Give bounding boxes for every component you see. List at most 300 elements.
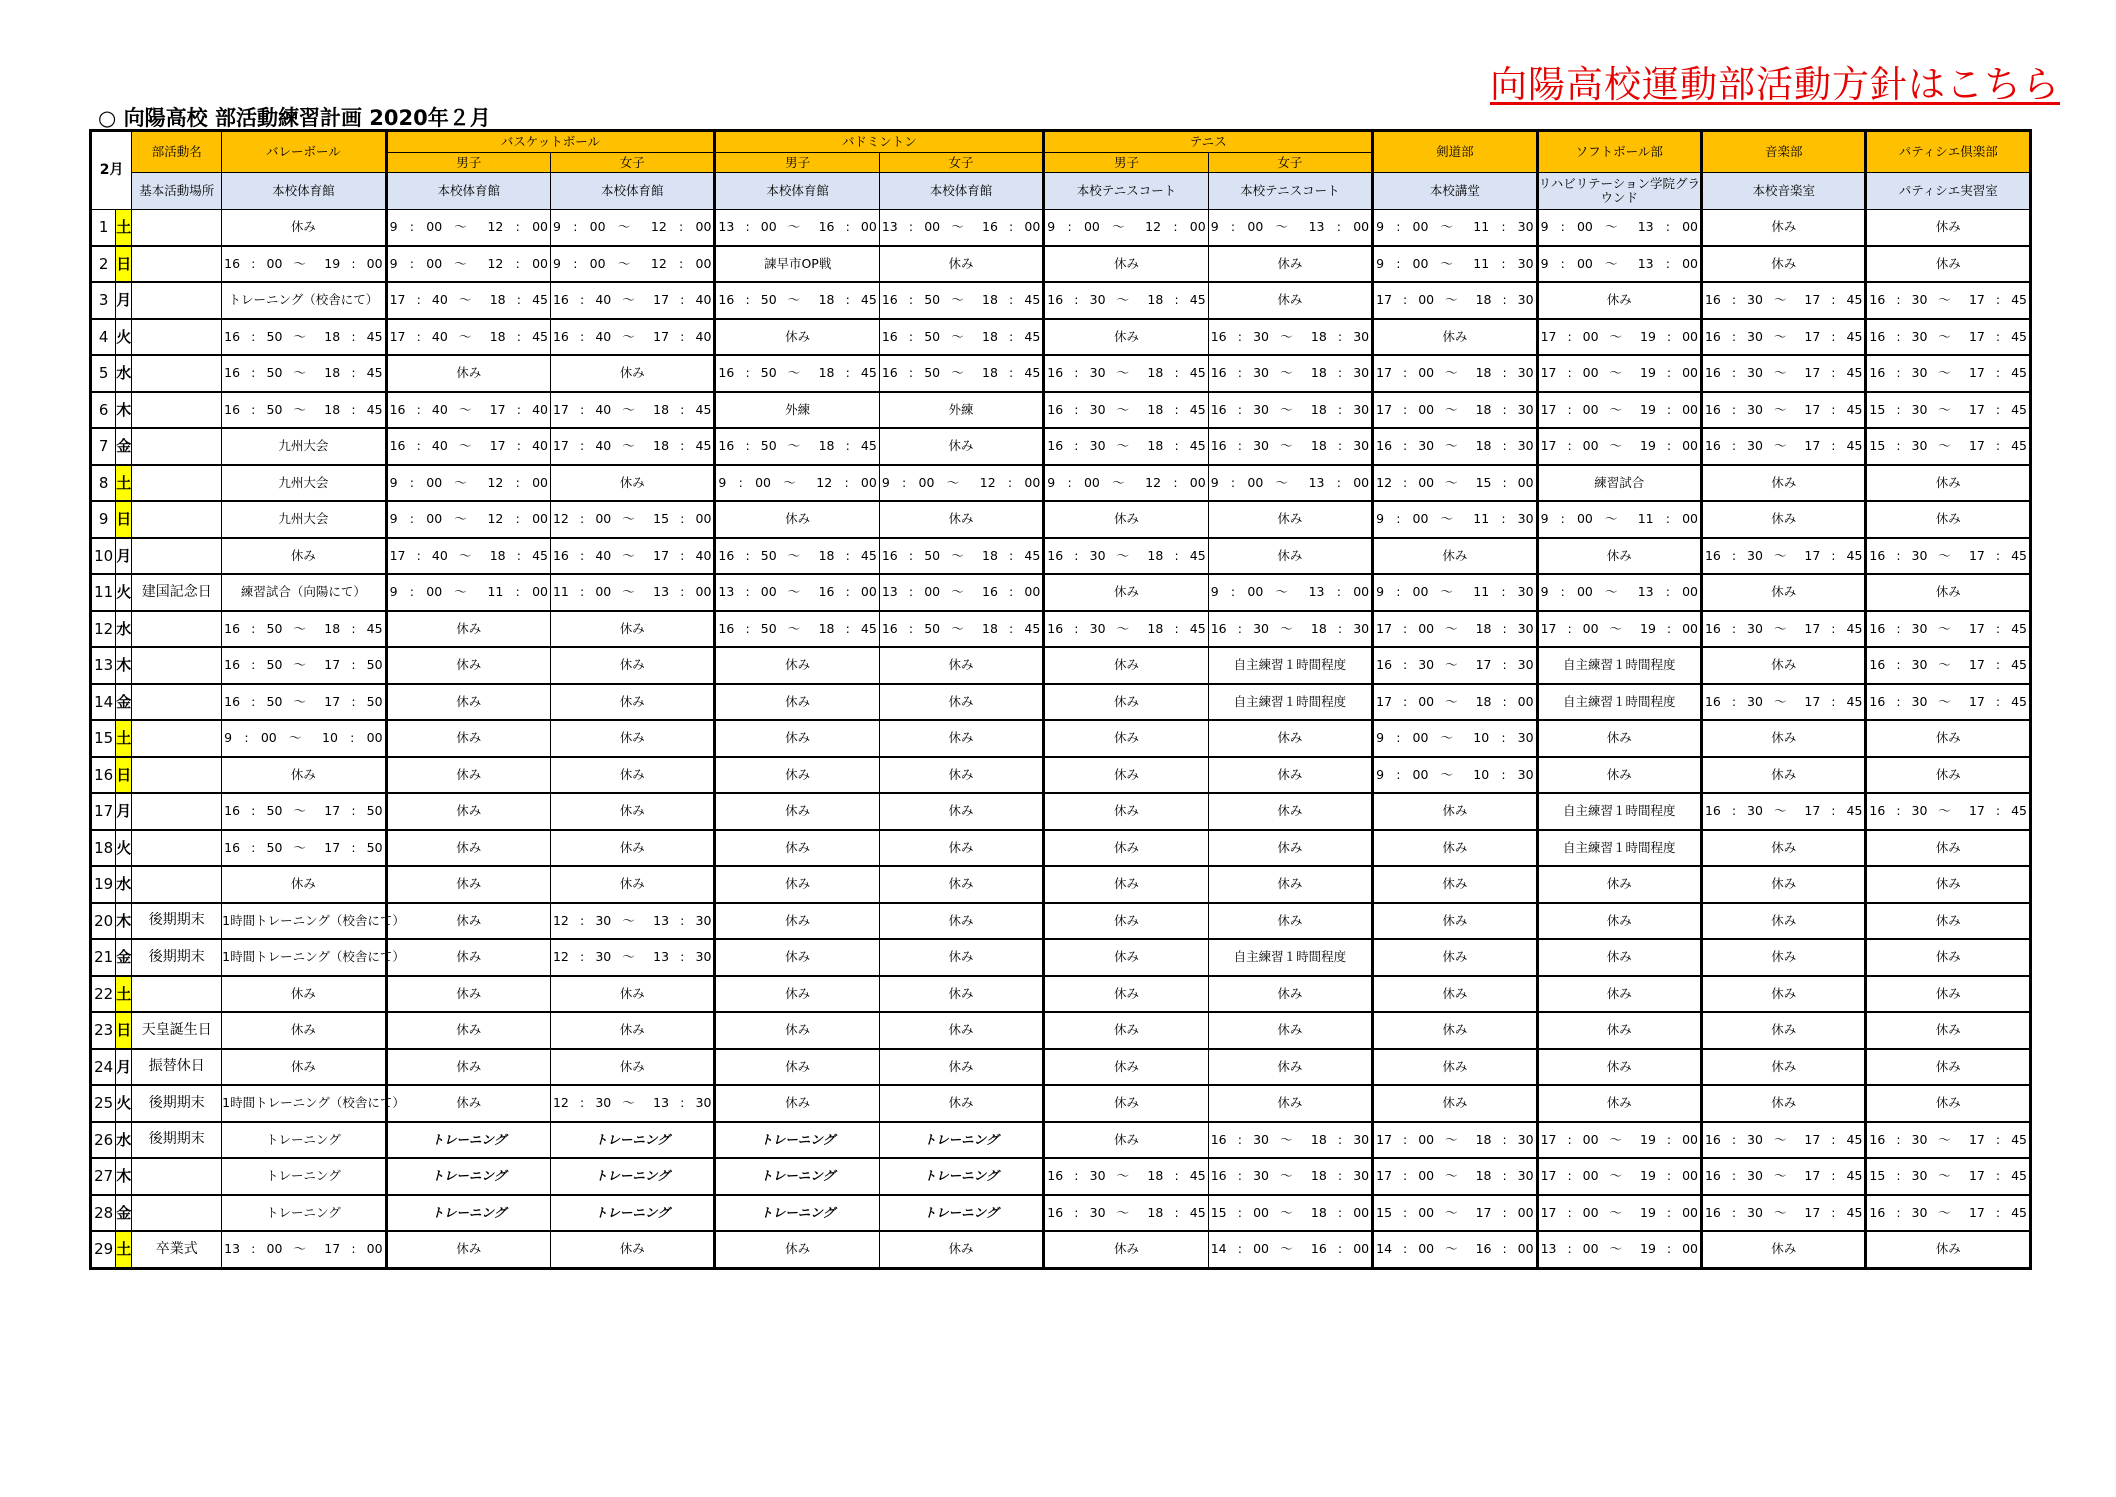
schedule-cell: 休み	[1044, 793, 1208, 830]
schedule-cell: 16 : 30 ～ 18 : 45	[1044, 1195, 1208, 1232]
schedule-cell: 11 : 00 ～ 13 : 00	[550, 574, 714, 611]
schedule-cell: 休み	[550, 1231, 714, 1268]
schedule-cell: 9 : 00 ～ 12 : 00	[386, 465, 550, 502]
schedule-cell: 17 : 00 ～ 18 : 30	[1373, 1158, 1537, 1195]
schedule-cell: 休み	[1866, 1231, 2031, 1268]
schedule-cell: 9 : 00 ～ 13 : 00	[1537, 246, 1701, 283]
day-number: 9	[91, 501, 116, 538]
schedule-row	[91, 355, 2031, 392]
weekday: 金	[116, 939, 132, 976]
schedule-cell: 16 : 30 ～ 18 : 45	[1044, 392, 1208, 429]
schedule-cell: 15 : 30 ～ 17 : 45	[1866, 428, 2031, 465]
schedule-cell: 休み	[1208, 757, 1372, 794]
day-number: 13	[91, 647, 116, 684]
schedule-cell: 休み	[1208, 1085, 1372, 1122]
schedule-cell: トレーニング	[550, 1122, 714, 1159]
schedule-cell: 16 : 50 ～ 18 : 45	[879, 538, 1043, 575]
day-number: 11	[91, 574, 116, 611]
schedule-cell: 9 : 00 ～ 10 : 30	[1373, 720, 1537, 757]
schedule-cell: 休み	[1373, 939, 1537, 976]
schedule-cell: 休み	[1208, 1012, 1372, 1049]
schedule-cell: 休み	[222, 866, 386, 903]
venue-cell: 本校講堂	[1373, 173, 1537, 210]
weekday: 水	[116, 1122, 132, 1159]
schedule-cell: 休み	[386, 830, 550, 867]
schedule-cell: 16 : 30 ～ 17 : 45	[1701, 611, 1865, 648]
schedule-cell: 休み	[1208, 866, 1372, 903]
schedule-cell: 9 : 00 ～ 13 : 00	[1537, 210, 1701, 246]
schedule-cell: 外練	[715, 392, 879, 429]
schedule-cell: 13 : 00 ～ 16 : 00	[715, 574, 879, 611]
schedule-cell: 9 : 00 ～ 12 : 00	[386, 501, 550, 538]
schedule-cell: 休み	[1866, 465, 2031, 502]
day-number: 10	[91, 538, 116, 575]
schedule-cell: 13 : 00 ～ 19 : 00	[1537, 1231, 1701, 1268]
schedule-cell: 9 : 00 ～ 10 : 00	[222, 720, 386, 757]
schedule-cell: 17 : 00 ～ 19 : 00	[1537, 1122, 1701, 1159]
weekday: 金	[116, 684, 132, 721]
schedule-cell: 16 : 30 ～ 17 : 45	[1866, 684, 2031, 721]
schedule-cell: 休み	[1701, 246, 1865, 283]
schedule-cell: 16 : 50 ～ 18 : 45	[222, 355, 386, 392]
schedule-cell: 12 : 30 ～ 13 : 30	[550, 939, 714, 976]
schedule-row	[91, 720, 2031, 757]
schedule-cell: 休み	[1208, 1049, 1372, 1086]
weekday: 月	[116, 793, 132, 830]
schedule-cell: 17 : 00 ～ 19 : 00	[1537, 611, 1701, 648]
schedule-cell: 休み	[1866, 720, 2031, 757]
day-note	[132, 538, 222, 575]
schedule-cell: 9 : 00 ～ 12 : 00	[386, 246, 550, 283]
club-header-row	[91, 131, 2031, 153]
schedule-row	[91, 210, 2031, 246]
club-kendo: 剣道部	[1373, 131, 1537, 173]
day-note	[132, 246, 222, 283]
schedule-cell: 休み	[1701, 903, 1865, 940]
weekday: 木	[116, 903, 132, 940]
schedule-cell: 休み	[1701, 976, 1865, 1013]
schedule-cell: 休み	[550, 355, 714, 392]
weekday: 月	[116, 1049, 132, 1086]
weekday: 土	[116, 720, 132, 757]
schedule-cell: 16 : 30 ～ 18 : 45	[1044, 538, 1208, 575]
schedule-cell: 16 : 50 ～ 18 : 45	[715, 428, 879, 465]
schedule-cell: 休み	[1373, 538, 1537, 575]
schedule-cell: 休み	[1866, 976, 2031, 1013]
day-number: 23	[91, 1012, 116, 1049]
schedule-cell: トレーニング	[550, 1195, 714, 1232]
weekday: 火	[116, 1085, 132, 1122]
schedule-row	[91, 757, 2031, 794]
weekday: 土	[116, 976, 132, 1013]
schedule-cell: 休み	[1373, 830, 1537, 867]
schedule-cell: 休み	[1373, 976, 1537, 1013]
day-number: 16	[91, 757, 116, 794]
schedule-cell: 16 : 50 ～ 17 : 50	[222, 647, 386, 684]
venue-cell: 本校テニスコート	[1044, 173, 1208, 210]
schedule-cell: 9 : 00 ～ 12 : 00	[386, 210, 550, 246]
schedule-cell: 休み	[1701, 465, 1865, 502]
schedule-cell: 16 : 30 ～ 18 : 45	[1044, 428, 1208, 465]
schedule-cell: 17 : 00 ～ 19 : 00	[1537, 319, 1701, 356]
schedule-cell: 休み	[1537, 1012, 1701, 1049]
schedule-cell: 休み	[715, 1231, 879, 1268]
schedule-row	[91, 428, 2031, 465]
schedule-cell: 休み	[222, 976, 386, 1013]
weekday: 火	[116, 830, 132, 867]
schedule-cell: 16 : 30 ～ 17 : 45	[1866, 282, 2031, 319]
weekday: 水	[116, 611, 132, 648]
day-number: 1	[91, 210, 116, 246]
schedule-cell: 休み	[386, 720, 550, 757]
schedule-cell: 休み	[1373, 793, 1537, 830]
weekday: 木	[116, 392, 132, 429]
schedule-cell: 休み	[1373, 1049, 1537, 1086]
schedule-cell: 17 : 00 ～ 19 : 00	[1537, 1195, 1701, 1232]
schedule-cell: 休み	[386, 976, 550, 1013]
venue-cell: 本校体育館	[222, 173, 386, 210]
schedule-cell: 諫早市OP戦	[715, 246, 879, 283]
schedule-cell: 9 : 00 ～ 13 : 00	[1208, 465, 1372, 502]
schedule-cell: 16 : 30 ～ 17 : 45	[1701, 1158, 1865, 1195]
schedule-cell: トレーニング	[715, 1122, 879, 1159]
schedule-cell: 休み	[1537, 282, 1701, 319]
schedule-cell: 16 : 30 ～ 17 : 45	[1701, 428, 1865, 465]
schedule-row	[91, 1012, 2031, 1049]
schedule-cell: 休み	[1537, 1085, 1701, 1122]
schedule-row	[91, 1049, 2031, 1086]
schedule-cell: 休み	[1044, 720, 1208, 757]
schedule-cell: 16 : 50 ～ 17 : 50	[222, 684, 386, 721]
schedule-cell: 休み	[879, 1085, 1043, 1122]
schedule-cell: 16 : 30 ～ 17 : 45	[1866, 355, 2031, 392]
schedule-cell: トレーニング	[715, 1195, 879, 1232]
day-number: 8	[91, 465, 116, 502]
schedule-cell: 9 : 00 ～ 11 : 00	[386, 574, 550, 611]
schedule-cell: 16 : 30 ～ 18 : 30	[1373, 428, 1537, 465]
schedule-cell: 休み	[1044, 757, 1208, 794]
schedule-cell: 16 : 50 ～ 18 : 45	[715, 538, 879, 575]
weekday: 月	[116, 282, 132, 319]
schedule-cell: 休み	[1701, 1085, 1865, 1122]
schedule-cell: 休み	[1866, 903, 2031, 940]
schedule-cell: 13 : 00 ～ 17 : 00	[222, 1231, 386, 1268]
schedule-cell: 16 : 30 ～ 17 : 45	[1866, 793, 2031, 830]
schedule-cell: 16 : 30 ～ 18 : 30	[1208, 611, 1372, 648]
schedule-cell: 9 : 00 ～ 13 : 00	[1208, 574, 1372, 611]
schedule-row	[91, 538, 2031, 575]
schedule-cell: 休み	[1044, 1049, 1208, 1086]
day-note	[132, 1158, 222, 1195]
schedule-cell: 休み	[715, 319, 879, 356]
schedule-cell: 休み	[1701, 574, 1865, 611]
schedule-cell: 16 : 30 ～ 17 : 45	[1866, 647, 2031, 684]
schedule-cell: 休み	[550, 976, 714, 1013]
schedule-cell: 休み	[1208, 538, 1372, 575]
schedule-cell: 16 : 50 ～ 18 : 45	[879, 611, 1043, 648]
day-note: 建国記念日	[132, 574, 222, 611]
tennis-male: 男子	[1044, 153, 1208, 173]
schedule-cell: 外練	[879, 392, 1043, 429]
schedule-row	[91, 793, 2031, 830]
schedule-cell: 9 : 00 ～ 12 : 00	[1044, 210, 1208, 246]
day-number: 6	[91, 392, 116, 429]
schedule-cell: 休み	[1866, 574, 2031, 611]
schedule-cell: 休み	[715, 684, 879, 721]
club-badminton: バドミントン	[715, 131, 1044, 153]
schedule-cell: 16 : 30 ～ 17 : 45	[1701, 793, 1865, 830]
practice-schedule-table	[89, 129, 2032, 1270]
schedule-cell: 休み	[1866, 757, 2031, 794]
day-note	[132, 392, 222, 429]
schedule-cell: トレーニング	[879, 1195, 1043, 1232]
venue-cell: パティシエ実習室	[1866, 173, 2031, 210]
basketball-female: 女子	[550, 153, 714, 173]
schedule-cell: 自主練習１時間程度	[1208, 647, 1372, 684]
basketball-male: 男子	[386, 153, 550, 173]
schedule-cell: 休み	[879, 684, 1043, 721]
schedule-cell: 休み	[715, 1049, 879, 1086]
weekday: 金	[116, 1195, 132, 1232]
schedule-cell: 休み	[1208, 830, 1372, 867]
schedule-cell: 休み	[879, 830, 1043, 867]
schedule-cell: 休み	[715, 1085, 879, 1122]
schedule-cell: トレーニング	[222, 1122, 386, 1159]
schedule-cell: 16 : 30 ～ 17 : 45	[1866, 538, 2031, 575]
venue-cell: リハビリテーション学院グラウンド	[1537, 173, 1701, 210]
schedule-cell: 16 : 30 ～ 18 : 45	[1044, 611, 1208, 648]
schedule-cell: 17 : 00 ～ 18 : 30	[1373, 282, 1537, 319]
day-number: 5	[91, 355, 116, 392]
schedule-cell: 17 : 00 ～ 18 : 30	[1373, 392, 1537, 429]
schedule-cell: 17 : 40 ～ 18 : 45	[386, 538, 550, 575]
schedule-cell: 16 : 30 ～ 17 : 30	[1373, 647, 1537, 684]
day-note	[132, 465, 222, 502]
schedule-cell: 休み	[1044, 976, 1208, 1013]
schedule-cell: 16 : 30 ～ 17 : 45	[1701, 1195, 1865, 1232]
schedule-cell: 休み	[1044, 830, 1208, 867]
schedule-cell: 休み	[550, 757, 714, 794]
schedule-cell: 16 : 50 ～ 17 : 50	[222, 793, 386, 830]
day-number: 4	[91, 319, 116, 356]
day-note	[132, 210, 222, 246]
schedule-cell: 17 : 40 ～ 18 : 45	[386, 319, 550, 356]
schedule-cell: 15 : 00 ～ 18 : 00	[1208, 1195, 1372, 1232]
venue-cell: 本校音楽室	[1701, 173, 1865, 210]
schedule-cell: 休み	[386, 684, 550, 721]
schedule-cell: 休み	[1044, 1231, 1208, 1268]
schedule-cell: 休み	[1537, 757, 1701, 794]
tennis-female: 女子	[1208, 153, 1372, 173]
schedule-cell: 休み	[1044, 684, 1208, 721]
schedule-cell: 休み	[879, 1049, 1043, 1086]
schedule-cell: 休み	[550, 720, 714, 757]
schedule-cell: 休み	[386, 939, 550, 976]
schedule-cell: 16 : 40 ～ 17 : 40	[386, 392, 550, 429]
schedule-cell: 休み	[1537, 903, 1701, 940]
day-number: 22	[91, 976, 116, 1013]
schedule-cell: 休み	[1044, 903, 1208, 940]
schedule-cell: 16 : 30 ～ 18 : 45	[1044, 1158, 1208, 1195]
day-note: 後期期末	[132, 903, 222, 940]
schedule-cell: 休み	[386, 355, 550, 392]
day-note	[132, 647, 222, 684]
schedule-cell: 休み	[550, 866, 714, 903]
schedule-cell: 休み	[1044, 1085, 1208, 1122]
schedule-cell: 17 : 00 ～ 19 : 00	[1537, 1158, 1701, 1195]
schedule-cell: 休み	[1373, 903, 1537, 940]
schedule-cell: 9 : 00 ～ 13 : 00	[1537, 574, 1701, 611]
schedule-cell: 休み	[715, 647, 879, 684]
day-note	[132, 720, 222, 757]
schedule-cell: 16 : 30 ～ 17 : 45	[1701, 1122, 1865, 1159]
schedule-cell: 休み	[1208, 903, 1372, 940]
day-number: 15	[91, 720, 116, 757]
schedule-cell: 自主練習１時間程度	[1537, 830, 1701, 867]
schedule-cell: 9 : 00 ～ 11 : 30	[1373, 574, 1537, 611]
schedule-cell: 1時間トレーニング（校舎にて）	[222, 903, 386, 940]
schedule-cell: 休み	[1537, 976, 1701, 1013]
schedule-cell: 休み	[222, 210, 386, 246]
schedule-cell: 14 : 00 ～ 16 : 00	[1373, 1231, 1537, 1268]
schedule-cell: 休み	[386, 903, 550, 940]
day-number: 3	[91, 282, 116, 319]
schedule-cell: 休み	[715, 939, 879, 976]
weekday: 日	[116, 501, 132, 538]
schedule-cell: 休み	[550, 1049, 714, 1086]
day-note: 後期期末	[132, 939, 222, 976]
schedule-cell: 1時間トレーニング（校舎にて）	[222, 1085, 386, 1122]
schedule-cell: 休み	[1701, 210, 1865, 246]
schedule-cell: 16 : 30 ～ 17 : 45	[1701, 392, 1865, 429]
schedule-cell: 14 : 00 ～ 16 : 00	[1208, 1231, 1372, 1268]
schedule-cell: 16 : 30 ～ 17 : 45	[1701, 282, 1865, 319]
schedule-row	[91, 246, 2031, 283]
activity-policy-link[interactable]: 向陽高校運動部活動方針はこちら	[1490, 63, 2060, 106]
schedule-cell: 16 : 30 ～ 17 : 45	[1701, 684, 1865, 721]
schedule-cell: 休み	[715, 830, 879, 867]
venue-cell: 本校体育館	[715, 173, 879, 210]
schedule-cell: 休み	[386, 1049, 550, 1086]
schedule-row	[91, 465, 2031, 502]
weekday: 土	[116, 465, 132, 502]
schedule-cell: 16 : 50 ～ 18 : 45	[222, 319, 386, 356]
schedule-cell: 休み	[222, 757, 386, 794]
schedule-cell: 練習試合（向陽にて）	[222, 574, 386, 611]
weekday: 土	[116, 1231, 132, 1268]
schedule-cell: 休み	[879, 976, 1043, 1013]
schedule-cell: 17 : 40 ～ 18 : 45	[550, 428, 714, 465]
schedule-cell: 休み	[715, 720, 879, 757]
schedule-cell: 16 : 30 ～ 18 : 30	[1208, 428, 1372, 465]
day-number: 20	[91, 903, 116, 940]
schedule-cell: 休み	[550, 830, 714, 867]
schedule-cell: 休み	[386, 647, 550, 684]
schedule-cell: 17 : 00 ～ 18 : 30	[1373, 611, 1537, 648]
schedule-cell: 休み	[222, 538, 386, 575]
schedule-cell: 休み	[1208, 976, 1372, 1013]
schedule-cell: 休み	[386, 757, 550, 794]
schedule-cell: 15 : 30 ～ 17 : 45	[1866, 1158, 2031, 1195]
schedule-cell: 休み	[550, 684, 714, 721]
schedule-cell: 16 : 30 ～ 17 : 45	[1866, 1122, 2031, 1159]
club-tennis: テニス	[1044, 131, 1373, 153]
schedule-cell: トレーニング	[386, 1195, 550, 1232]
schedule-cell: 休み	[386, 793, 550, 830]
schedule-row	[91, 939, 2031, 976]
schedule-cell: 9 : 00 ～ 12 : 00	[550, 210, 714, 246]
schedule-cell: 13 : 00 ～ 16 : 00	[879, 574, 1043, 611]
schedule-cell: 9 : 00 ～ 11 : 00	[1537, 501, 1701, 538]
weekday: 日	[116, 1012, 132, 1049]
schedule-cell: 16 : 30 ～ 17 : 45	[1701, 319, 1865, 356]
schedule-cell: 16 : 30 ～ 17 : 45	[1866, 611, 2031, 648]
schedule-cell: 9 : 00 ～ 13 : 00	[1208, 210, 1372, 246]
schedule-cell: 休み	[1701, 647, 1865, 684]
schedule-row	[91, 392, 2031, 429]
schedule-row	[91, 684, 2031, 721]
schedule-cell: 13 : 00 ～ 16 : 00	[715, 210, 879, 246]
schedule-cell: 16 : 30 ～ 18 : 30	[1208, 392, 1372, 429]
day-number: 19	[91, 866, 116, 903]
schedule-cell: 休み	[715, 757, 879, 794]
schedule-cell: 17 : 00 ～ 19 : 00	[1537, 392, 1701, 429]
schedule-cell: 休み	[1373, 866, 1537, 903]
schedule-cell: 16 : 30 ～ 17 : 45	[1866, 319, 2031, 356]
day-note: 後期期末	[132, 1085, 222, 1122]
schedule-cell: トレーニング	[715, 1158, 879, 1195]
schedule-row	[91, 319, 2031, 356]
schedule-cell: 9 : 00 ～ 10 : 30	[1373, 757, 1537, 794]
schedule-cell: 12 : 30 ～ 13 : 30	[550, 903, 714, 940]
weekday: 日	[116, 757, 132, 794]
schedule-cell: 16 : 40 ～ 17 : 40	[386, 428, 550, 465]
weekday: 木	[116, 647, 132, 684]
schedule-row	[91, 647, 2031, 684]
schedule-cell: 休み	[879, 1231, 1043, 1268]
schedule-cell: 16 : 50 ～ 18 : 45	[715, 611, 879, 648]
schedule-cell: 休み	[386, 1012, 550, 1049]
schedule-cell: 休み	[1701, 939, 1865, 976]
schedule-cell: 17 : 40 ～ 18 : 45	[386, 282, 550, 319]
schedule-cell: 休み	[1701, 866, 1865, 903]
schedule-cell: トレーニング	[550, 1158, 714, 1195]
schedule-cell: 休み	[879, 1012, 1043, 1049]
schedule-cell: 休み	[1701, 757, 1865, 794]
schedule-cell: 休み	[1537, 939, 1701, 976]
schedule-cell: 16 : 30 ～ 18 : 30	[1208, 1122, 1372, 1159]
schedule-cell: 16 : 30 ～ 18 : 30	[1208, 1158, 1372, 1195]
day-note: 天皇誕生日	[132, 1012, 222, 1049]
day-note: 後期期末	[132, 1122, 222, 1159]
schedule-cell: 休み	[1866, 501, 2031, 538]
schedule-cell: 16 : 30 ～ 18 : 30	[1208, 355, 1372, 392]
schedule-cell: 1時間トレーニング（校舎にて）	[222, 939, 386, 976]
schedule-cell: 休み	[386, 1085, 550, 1122]
weekday: 火	[116, 574, 132, 611]
day-note	[132, 830, 222, 867]
page-title: ○ 向陽高校 部活動練習計画 2020年２月	[98, 106, 491, 130]
schedule-cell: 9 : 00 ～ 12 : 00	[550, 246, 714, 283]
schedule-cell: 17 : 00 ～ 18 : 30	[1373, 355, 1537, 392]
weekday: 木	[116, 1158, 132, 1195]
schedule-cell: 16 : 00 ～ 19 : 00	[222, 246, 386, 283]
schedule-cell: 休み	[386, 611, 550, 648]
schedule-cell: 16 : 30 ～ 17 : 45	[1701, 538, 1865, 575]
schedule-cell: 休み	[1866, 830, 2031, 867]
schedule-cell: 休み	[550, 793, 714, 830]
schedule-cell: 自主練習１時間程度	[1208, 939, 1372, 976]
